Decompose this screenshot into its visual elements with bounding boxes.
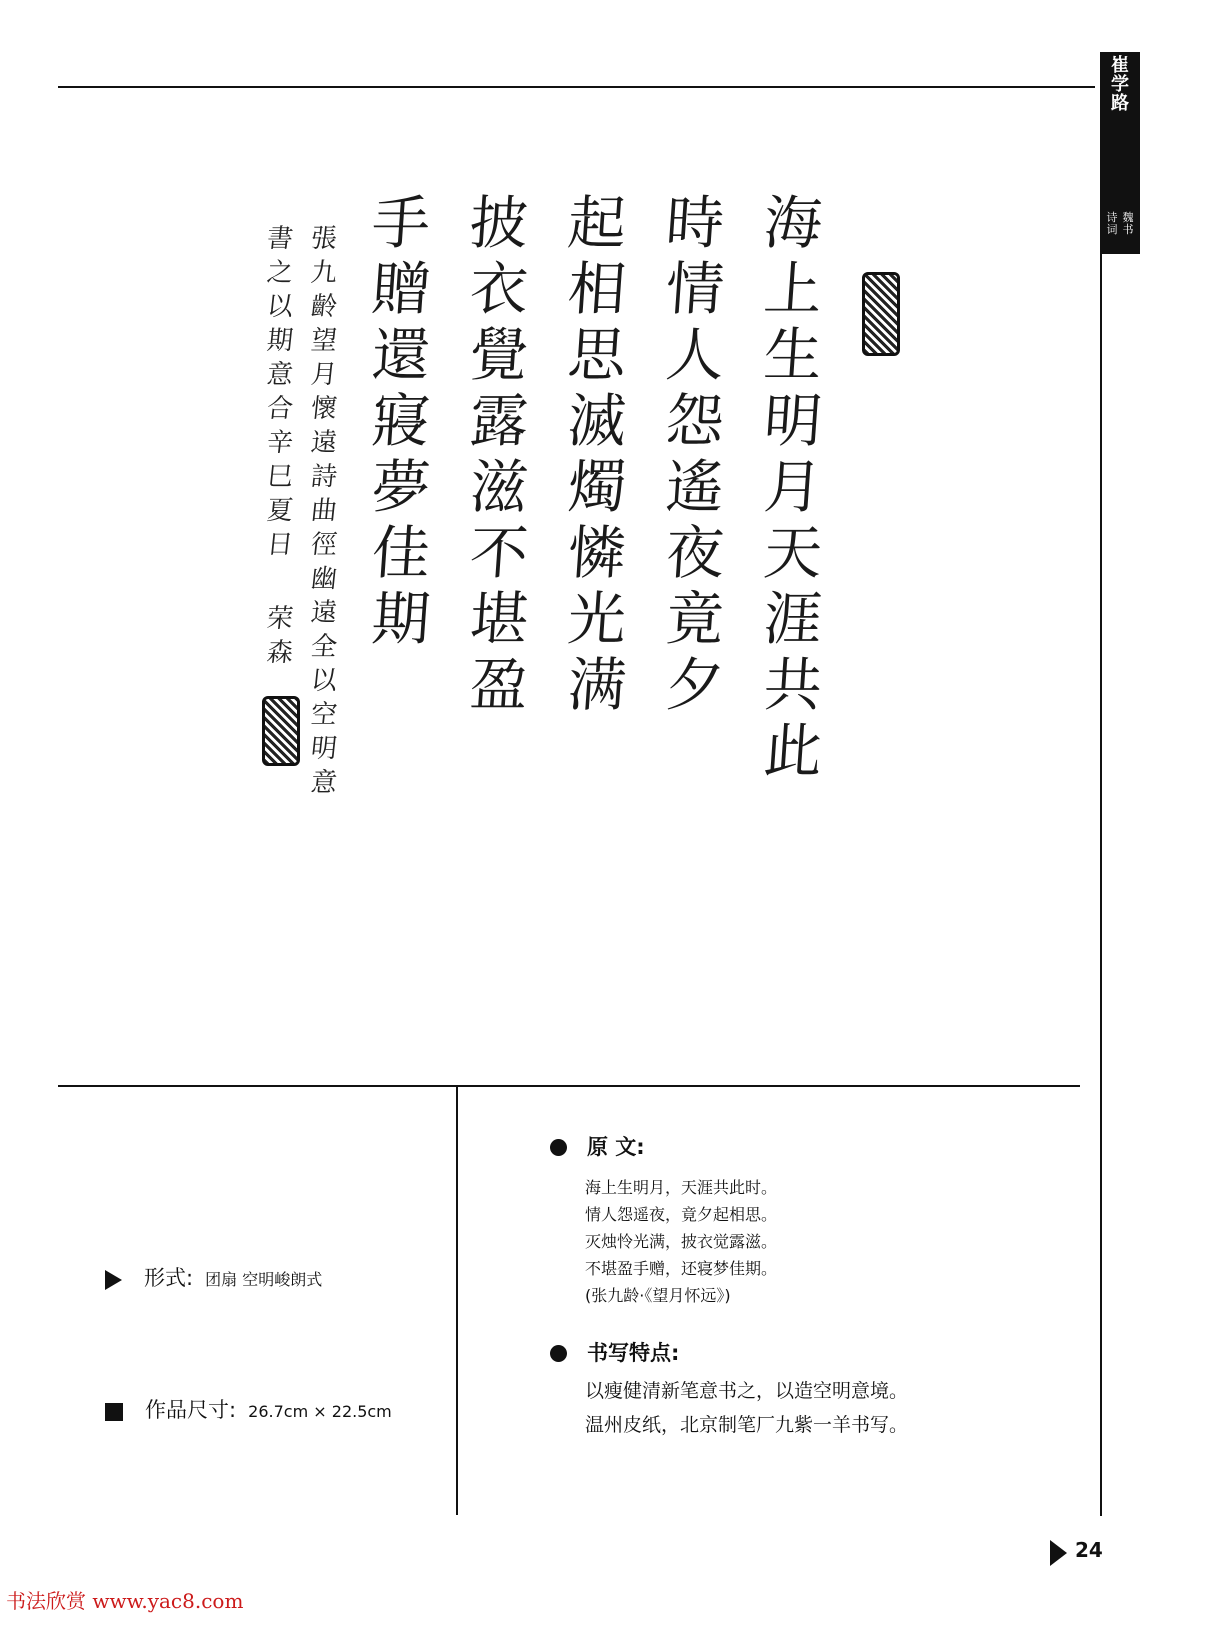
poem-attribution: (张九龄·《望月怀远》)	[585, 1286, 731, 1305]
page-arrow-icon	[1050, 1540, 1067, 1566]
tab-title-char: 崔	[1111, 55, 1129, 76]
triangle-bullet-icon	[105, 1270, 122, 1290]
calligraphy-char: 披	[467, 189, 531, 257]
calligraphy-column	[562, 190, 632, 718]
tab-title-char: 学	[1111, 74, 1129, 95]
inscription-char: 辛	[265, 428, 295, 458]
inscription-char: 望	[309, 326, 339, 356]
calligraphy-char: 夕	[663, 651, 727, 719]
calligraphy-char: 此	[761, 717, 825, 785]
tab-title-char: 路	[1111, 93, 1129, 114]
features-heading	[550, 1337, 679, 1367]
calligraphy-char: 怨	[663, 387, 727, 455]
calligraphy-char: 月	[761, 453, 825, 521]
inscription-char: 遠	[309, 598, 339, 628]
chapter-tab	[1100, 52, 1140, 254]
inscription-column	[306, 222, 342, 800]
calligraphy-char: 海	[761, 189, 825, 257]
calligraphy-char: 满	[565, 651, 629, 719]
inscription-char: 空	[309, 700, 339, 730]
page-number: 24	[1075, 1538, 1103, 1562]
top-rule	[58, 86, 1095, 88]
calligraphy-char: 明	[761, 387, 825, 455]
inscription-char: 書	[265, 224, 295, 254]
inscription-char: 懷	[309, 394, 339, 424]
bullet-dot-icon	[550, 1139, 567, 1156]
calligraphy-column	[758, 190, 828, 784]
features-text	[585, 1374, 908, 1442]
inscription-char: 巳	[265, 462, 295, 492]
calligraphy-char: 人	[663, 321, 727, 389]
tab-subtitle-left	[1106, 212, 1118, 236]
calligraphy-char: 滋	[467, 453, 531, 521]
calligraphy-char: 不	[467, 519, 531, 587]
calligraphy-char: 時	[663, 189, 727, 257]
form-value: 团扇 空明峻朗式	[205, 1270, 323, 1289]
calligraphy-char: 遙	[663, 453, 727, 521]
calligraphy-char: 情	[663, 255, 727, 323]
inscription-char: 森	[265, 638, 295, 668]
artwork-seal-signature	[262, 696, 300, 766]
original-heading-text: 原 文:	[587, 1135, 645, 1159]
calligraphy-char: 期	[369, 585, 433, 653]
tab-sub-char: 魏	[1122, 211, 1134, 224]
inscription-char: 月	[309, 360, 339, 390]
bullet-dot-icon	[550, 1345, 567, 1362]
poem-line: 海上生明月，天涯共此时。	[585, 1178, 778, 1197]
inscription-char: 合	[265, 394, 295, 424]
inscription-char: 以	[309, 666, 339, 696]
inscription-char: 以	[265, 292, 295, 322]
side-rule	[1100, 254, 1102, 1516]
inscription-char: 九	[309, 258, 339, 288]
inscription-char: 曲	[309, 496, 339, 526]
calligraphy-char: 涯	[761, 585, 825, 653]
inscription-char: 詩	[309, 462, 339, 492]
poem-line: 不堪盈手赠，还寝梦佳期。	[585, 1259, 778, 1278]
inscription-char: 齡	[309, 292, 339, 322]
form-info	[105, 1262, 322, 1292]
calligraphy-char: 露	[467, 387, 531, 455]
calligraphy-column	[660, 190, 730, 718]
calligraphy-char: 起	[565, 189, 629, 257]
calligraphy-char: 夜	[663, 519, 727, 587]
tab-sub-char: 书	[1122, 223, 1134, 236]
inscription-char: 遠	[309, 428, 339, 458]
inscription-char: 張	[309, 224, 339, 254]
tab-sub-char: 词	[1106, 223, 1118, 236]
original-heading	[550, 1131, 645, 1161]
tab-subtitle-right	[1122, 212, 1134, 236]
tab-sub-char: 诗	[1106, 211, 1118, 224]
chapter-tab-title	[1104, 56, 1136, 113]
calligraphy-char: 寢	[369, 387, 433, 455]
calligraphy-char: 共	[761, 651, 825, 719]
calligraphy-artwork	[250, 160, 870, 980]
inscription-column	[262, 222, 298, 670]
inscription-char: 幽	[309, 564, 339, 594]
calligraphy-char: 竟	[663, 585, 727, 653]
size-label: 作品尺寸:	[145, 1398, 237, 1422]
middle-rule	[58, 1085, 1080, 1087]
inscription-char: 明	[309, 734, 339, 764]
inscription-char: 意	[265, 360, 295, 390]
artwork-seal-top	[862, 272, 900, 356]
site-watermark: 书法欣赏 www.yac8.com	[6, 1589, 244, 1613]
calligraphy-char: 衣	[467, 255, 531, 323]
calligraphy-column	[464, 190, 534, 718]
calligraphy-char: 夢	[369, 453, 433, 521]
inscription-char: 日	[265, 530, 295, 560]
poem-line: 情人怨遥夜，竟夕起相思。	[585, 1205, 778, 1224]
features-line: 以瘦健清新笔意书之，以造空明意境。	[585, 1380, 909, 1402]
calligraphy-char: 生	[761, 321, 825, 389]
calligraphy-char: 佳	[369, 519, 433, 587]
form-label: 形式:	[144, 1266, 194, 1290]
calligraphy-char: 盈	[467, 651, 531, 719]
calligraphy-char: 堪	[467, 585, 531, 653]
calligraphy-char: 天	[761, 519, 825, 587]
inscription-char: 期	[265, 326, 295, 356]
square-bullet-icon	[105, 1403, 123, 1421]
calligraphy-char: 覺	[467, 321, 531, 389]
calligraphy-char: 燭	[565, 453, 629, 521]
calligraphy-char: 光	[565, 585, 629, 653]
inscription-char: 夏	[265, 496, 295, 526]
calligraphy-char: 憐	[565, 519, 629, 587]
original-text	[585, 1174, 777, 1309]
calligraphy-char: 相	[565, 255, 629, 323]
poem-line: 灭烛怜光满，披衣觉露滋。	[585, 1232, 778, 1251]
calligraphy-char: 還	[369, 321, 433, 389]
inscription-char: 荣	[265, 604, 295, 634]
calligraphy-char: 滅	[565, 387, 629, 455]
inscription-char: 之	[265, 258, 295, 288]
features-heading-text: 书写特点:	[587, 1341, 680, 1365]
size-value: 26.7cm × 22.5cm	[248, 1402, 392, 1421]
inscription-char: 意	[309, 768, 339, 798]
inscription-char: 徑	[309, 530, 339, 560]
calligraphy-char: 手	[369, 189, 433, 257]
calligraphy-char: 贈	[369, 255, 433, 323]
calligraphy-char: 思	[565, 321, 629, 389]
calligraphy-column	[366, 190, 436, 652]
features-line: 温州皮纸，北京制笔厂九紫一羊书写。	[585, 1414, 909, 1436]
size-info	[105, 1394, 392, 1424]
inscription-char: 全	[309, 632, 339, 662]
column-divider	[456, 1087, 458, 1515]
calligraphy-char: 上	[761, 255, 825, 323]
